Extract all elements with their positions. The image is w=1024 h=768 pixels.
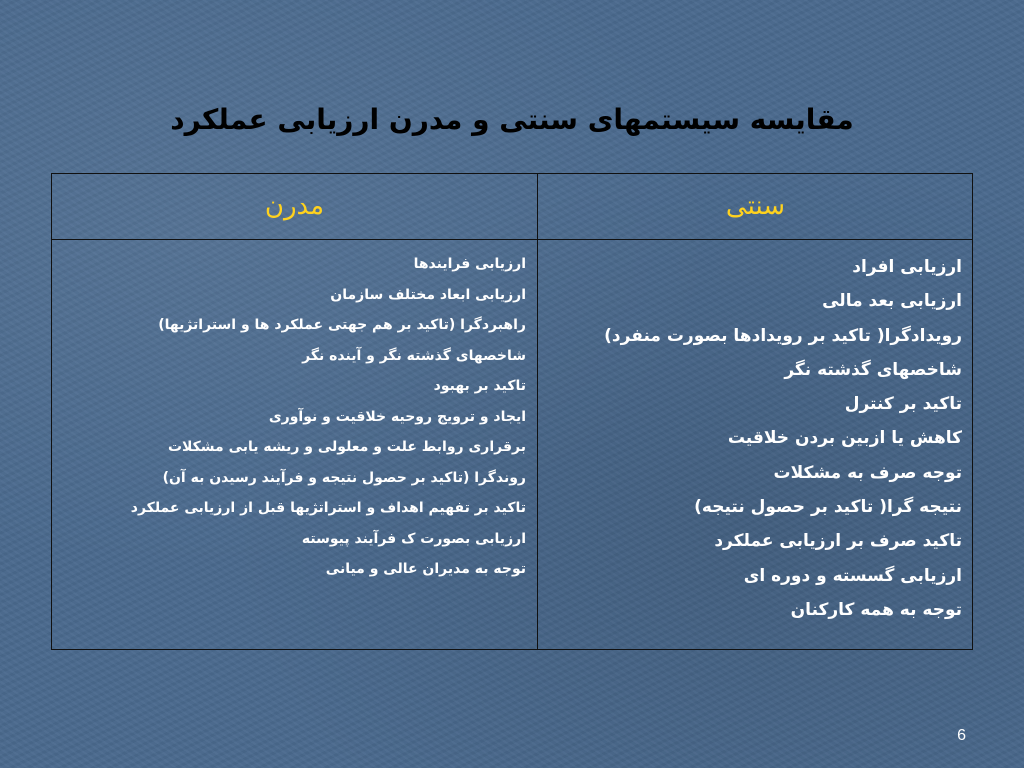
list-item: ایجاد و ترویج روحیه خلاقیت و نوآوری: [268, 408, 526, 425]
list-item: ارزیابی بصورت ک فرآیند پیوسته: [301, 530, 526, 547]
list-item: توجه به مدیران عالی و میانی: [325, 561, 526, 577]
list-item: رویدادگرا( تاکید بر رویدادها بصورت منفرد): [604, 325, 962, 346]
list-item: نتیجه گرا( تاکید بر حصول نتیجه): [694, 497, 962, 518]
header-traditional: سنتی: [725, 191, 786, 221]
traditional-list: [538, 250, 962, 627]
list-item: ارزیابی ابعاد مختلف سازمان: [330, 286, 526, 303]
list-item: توجه به همه کارکنان: [790, 599, 962, 620]
slide-title: مقایسه سیستمهای سنتی و مدرن ارزیابی عملکرد: [170, 103, 854, 136]
list-item: ارزیابی گسسته و دوره ای: [743, 565, 962, 586]
list-item: ارزیابی فرایندها: [413, 256, 526, 272]
list-item: شاخصهای گذشته نگر: [784, 359, 962, 380]
list-item: برقراری روابط علت و معلولی و ریشه یابی مشکلات: [167, 439, 526, 455]
list-item: شاخصهای گذشته نگر و آینده نگر: [302, 347, 526, 364]
list-item: تاکید بر بهبود: [433, 378, 526, 394]
list-item: تاکید بر تفهیم اهداف و استراتژیها قبل از ارزیابی عملکرد: [130, 500, 526, 516]
list-item: تاکید بر کنترل: [844, 394, 962, 415]
list-item: توجه صرف به مشکلات: [773, 462, 962, 483]
modern-list: [52, 249, 526, 585]
header-modern: مدرن: [264, 191, 325, 221]
list-item: تاکید صرف بر ارزیابی عملکرد: [714, 531, 962, 552]
list-item: کاهش یا ازبین بردن خلاقیت: [727, 428, 962, 449]
list-item: ارزیابی بعد مالی: [822, 291, 962, 312]
list-item: روندگرا (تاکید بر حصول نتیجه و فرآیند رسیدن به آن): [162, 469, 526, 486]
page-number: 6: [957, 727, 966, 744]
list-item: ارزیابی افراد: [852, 257, 962, 277]
comparison-table: [51, 173, 973, 650]
header-divider: [52, 239, 972, 240]
list-item: راهبردگرا (تاکید بر هم جهتی عملکرد ها و استراتژیها): [158, 317, 526, 333]
